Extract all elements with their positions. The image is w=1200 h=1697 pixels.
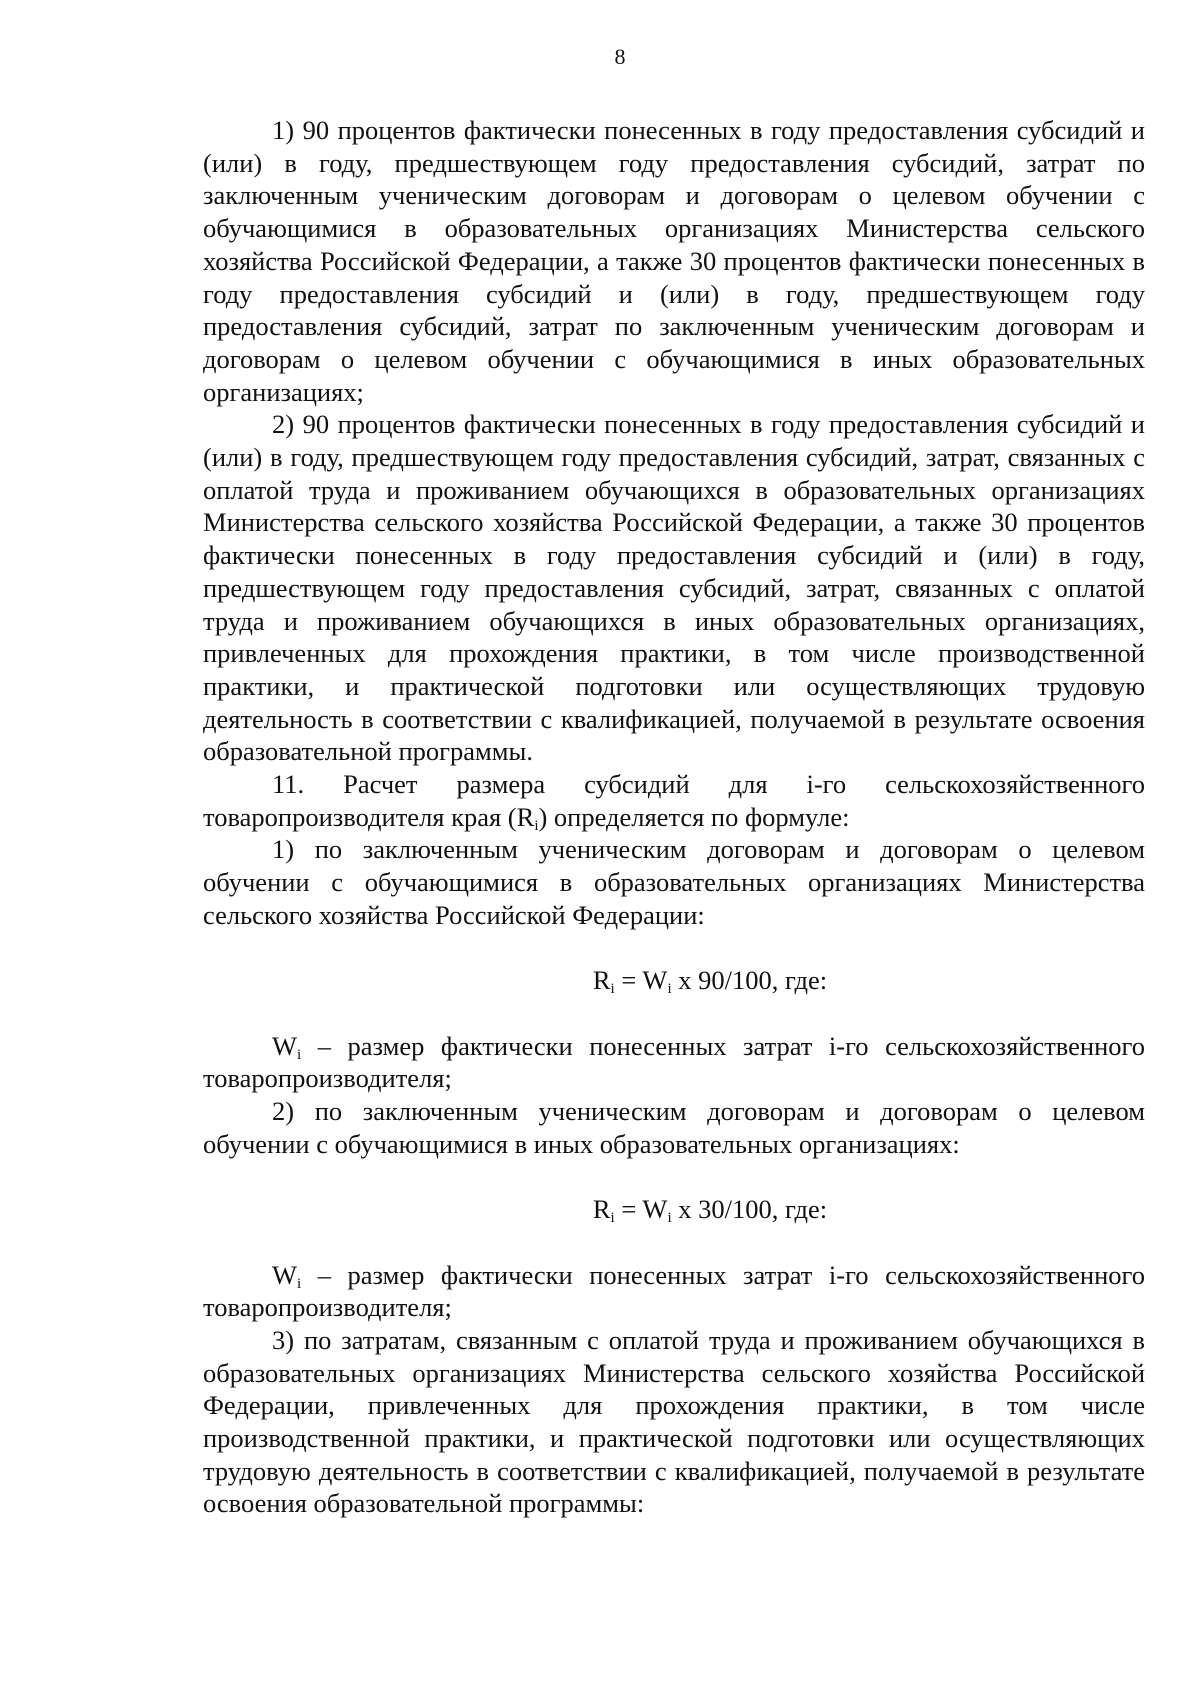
subscript-index: i	[534, 817, 539, 834]
paragraph-text: ) определяется по формуле:	[538, 801, 850, 832]
paragraph	[203, 1030, 1145, 1095]
formula-expression: x 90/100, где:	[671, 965, 828, 996]
subscript-index: i	[297, 1275, 302, 1292]
paragraph: 3) по затратам, связанным с оплатой труда и проживанием обучающихся в образовательных организациях Министерства сельского хозяйства Российской Федерации, привлеченных для прохождения практики, в том числе производственной практики, и практической подготовки или осуществляющих трудовую деятельность в соответствии с квалификацией, получаемой в результате освоения образовательной программы:	[203, 1324, 1145, 1519]
blank-line	[203, 1226, 1145, 1259]
paragraph-text: – размер фактически понесенных затрат i-го сельскохозяйственного товаропроизводителя;	[203, 1030, 1145, 1094]
formula-variable: R	[592, 1194, 611, 1225]
document-body	[203, 114, 1145, 1520]
subscript-index: i	[667, 981, 672, 998]
paragraph: 2) 90 процентов фактически понесенных в году предоставления субсидий и (или) в году, предшествующем году предоставления субсидий, затрат, связанных с оплатой труда и проживанием обучающихся в образовательных организациях Министерства сельского хозяйства Российской Федерации, а также 30 процентов фактически понесенных в году предоставления субсидий и (или) в году, предшествующем году предоставления субсидий, затрат, связанных с оплатой труда и проживанием обучающихся в иных образовательных организациях, привлеченных для прохождения практики, в том числе производственной практики, и практической подготовки или осуществляющих трудовую деятельность в соответствии с квалификацией, получаемой в результате освоения образовательной программы.	[203, 409, 1145, 767]
page-number: 8	[614, 44, 626, 69]
paragraph	[203, 768, 1145, 833]
paragraph-text: W	[272, 1259, 298, 1290]
subscript-index: i	[610, 1210, 615, 1227]
subscript-index: i	[610, 981, 615, 998]
blank-line	[203, 1160, 1145, 1193]
paragraph: 1) по заключенным ученическим договорам и договорам о целевом обучении с обучающимися в образовательных организациях Министерства сельского хозяйства Российской Федерации:	[203, 834, 1145, 930]
formula	[203, 1193, 1145, 1226]
paragraph: 1) 90 процентов фактически понесенных в году предоставления субсидий и (или) в году, предшествующем году предоставления субсидий, затрат по заключенным ученическим договорам и договорам о целевом обучении с обучающимися в образовательных организациях Министерства сельского хозяйства Российской Федерации, а также 30 процентов фактически понесенных в году предоставления субсидий и (или) в году, предшествующем году предоставления субсидий, затрат по заключенным ученическим договорам и договорам о целевом обучении с обучающимися в иных образовательных организациях;	[203, 115, 1145, 407]
subscript-index: i	[297, 1046, 302, 1063]
blank-line	[203, 997, 1145, 1030]
paragraph-text: W	[272, 1030, 298, 1061]
formula-operator: = W	[614, 1194, 668, 1225]
formula-operator: = W	[614, 965, 668, 996]
formula-expression: x 30/100, где:	[671, 1194, 828, 1225]
paragraph	[203, 1259, 1145, 1324]
formula-variable: R	[592, 965, 611, 996]
paragraph-text: 11. Расчет размера субсидий для i-го сельскохозяйственного товаропроизводителя края (R	[203, 769, 1145, 832]
paragraph-text: – размер фактически понесенных затрат i-го сельскохозяйственного товаропроизводителя;	[203, 1259, 1145, 1323]
formula	[203, 964, 1145, 997]
paragraph: 2) по заключенным ученическим договорам и договорам о целевом обучении с обучающимися в иных образовательных организациях:	[203, 1096, 1145, 1159]
subscript-index: i	[667, 1210, 672, 1227]
blank-line	[203, 932, 1145, 965]
